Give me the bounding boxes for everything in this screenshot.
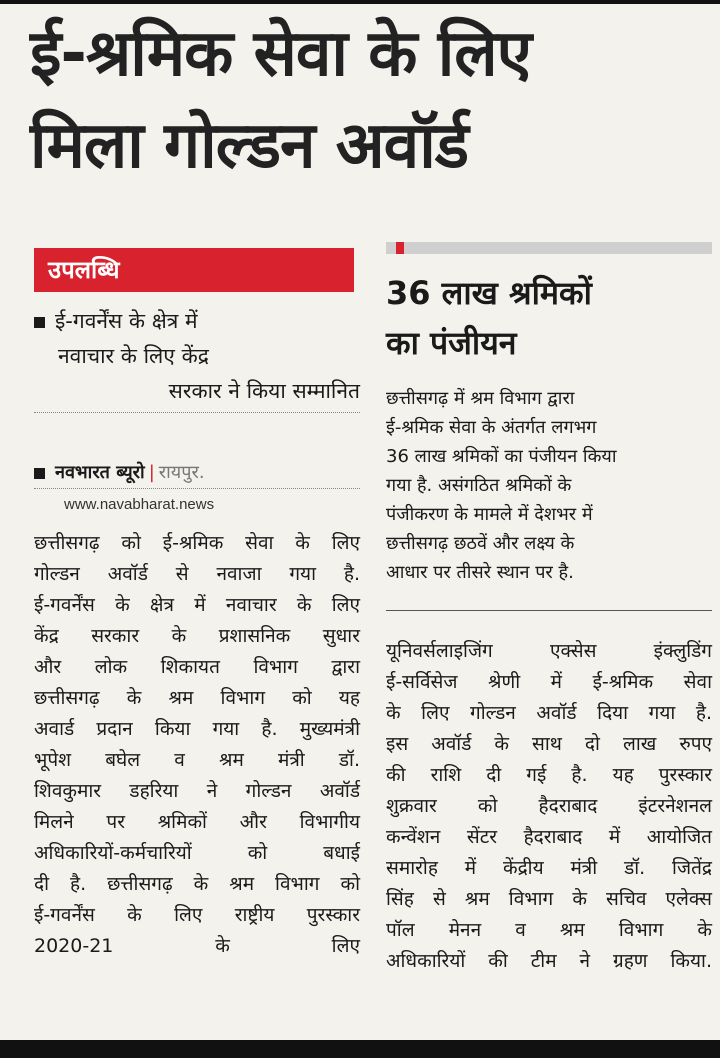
body-line: दी है. छत्तीसगढ़ के श्रम विभाग को	[34, 873, 360, 895]
body-line: यूनिवर्सलाइजिंग एक्सेस इंक्लुडिंग	[386, 640, 712, 662]
byline	[34, 460, 360, 486]
body-line: की राशि दी गई है. यह पुरस्कार	[386, 764, 712, 786]
body-line: इस अवॉर्ड के साथ दो लाख रुपए	[386, 733, 712, 755]
subheading-line-1: 36 लाख श्रमिकों	[386, 274, 592, 312]
body-line: ई-गवर्नेंस के क्षेत्र में नवाचार के लिए	[34, 594, 360, 616]
body-line: अधिकारियों की टीम ने ग्रहण किया.	[386, 950, 712, 972]
body-line: और लोक शिकायत विभाग द्वारा	[34, 656, 360, 678]
right-article-body	[386, 636, 712, 977]
bottom-border	[0, 1040, 720, 1058]
divider-dotted-2	[34, 488, 360, 489]
body-line: आधार पर तीसरे स्थान पर है.	[386, 562, 574, 583]
body-line: छत्तीसगढ़ के श्रम विभाग को यह	[34, 687, 360, 709]
subhead-rule	[386, 242, 712, 254]
bullet-line-1: ई-गवर्नेंस के क्षेत्र में	[55, 309, 198, 333]
body-line: भूपेश बघेल व श्रम मंत्री डॉ.	[34, 749, 360, 771]
body-line: छत्तीसगढ़ में श्रम विभाग द्वारा	[386, 388, 575, 409]
body-line: शिवकुमार डहरिया ने गोल्डन अवॉर्ड	[34, 780, 360, 802]
headline	[30, 8, 710, 192]
byline-separator: |	[148, 462, 155, 483]
left-article-body	[34, 528, 360, 962]
body-line: अवार्ड प्रदान किया गया है. मुख्यमंत्री	[34, 718, 360, 740]
right-sidebar-body	[386, 384, 686, 587]
byline-city: रायपुर.	[158, 462, 205, 483]
body-line: सिंह से श्रम विभाग के सचिव एलेक्स	[386, 888, 712, 910]
body-line: 36 लाख श्रमिकों का पंजीयन किया	[386, 446, 617, 467]
body-line: अधिकारियों-कर्मचारियों को बधाई	[34, 842, 360, 864]
body-line: कन्वेंशन सेंटर हैदराबाद में आयोजित	[386, 826, 712, 848]
body-line: ई-श्रमिक सेवा के अंतर्गत लगभग	[386, 417, 597, 438]
body-line: गोल्डन अवॉर्ड से नवाजा गया है.	[34, 563, 360, 585]
body-line: मिलने पर श्रमिकों और विभागीय	[34, 811, 360, 833]
body-line: छत्तीसगढ़ छठवें और लक्ष्य के	[386, 533, 575, 554]
body-line: पॉल मेनन व श्रम विभाग के	[386, 919, 712, 941]
body-line: पंजीकरण के मामले में देशभर में	[386, 504, 593, 525]
body-line: गया है. असंगठित श्रमिकों के	[386, 475, 572, 496]
divider-dotted	[34, 412, 360, 413]
body-line: के लिए गोल्डन अवॉर्ड दिया गया है.	[386, 702, 712, 724]
body-line: समारोह में केंद्रीय मंत्री डॉ. जितेंद्र	[386, 857, 712, 879]
subhead-marker	[396, 242, 404, 254]
subheading	[386, 268, 712, 368]
headline-line-1: ई-श्रमिक सेवा के लिए	[30, 17, 532, 91]
headline-line-2: मिला गोल्डन अवॉर्ड	[30, 109, 469, 183]
bullet-line-3: सरकार ने किया सम्मानित	[168, 379, 360, 403]
subheading-line-2: का पंजीयन	[386, 324, 517, 362]
bullet-square-icon	[34, 317, 45, 328]
bullet-line-2: नवाचार के लिए केंद्र	[58, 344, 209, 368]
body-line: शुक्रवार को हैदराबाद इंटरनेशनल	[386, 795, 712, 817]
section-divider	[386, 610, 712, 611]
bullet-summary	[34, 304, 360, 409]
body-line: ई-सर्विसेज श्रेणी में ई-श्रमिक सेवा	[386, 671, 712, 693]
body-line: ई-गवर्नेंस के लिए राष्ट्रीय पुरस्कार	[34, 904, 360, 926]
section-label: उपलब्धि	[34, 248, 354, 292]
top-border	[0, 0, 720, 4]
website-link[interactable]: www.navabharat.news	[64, 496, 215, 513]
body-line: 2020-21 के लिए	[34, 935, 360, 957]
body-line: केंद्र सरकार के प्रशासनिक सुधार	[34, 625, 360, 647]
byline-brand: नवभारत ब्यूरो	[55, 462, 145, 483]
byline-square-icon	[34, 468, 45, 479]
body-line: छत्तीसगढ़ को ई-श्रमिक सेवा के लिए	[34, 532, 360, 554]
